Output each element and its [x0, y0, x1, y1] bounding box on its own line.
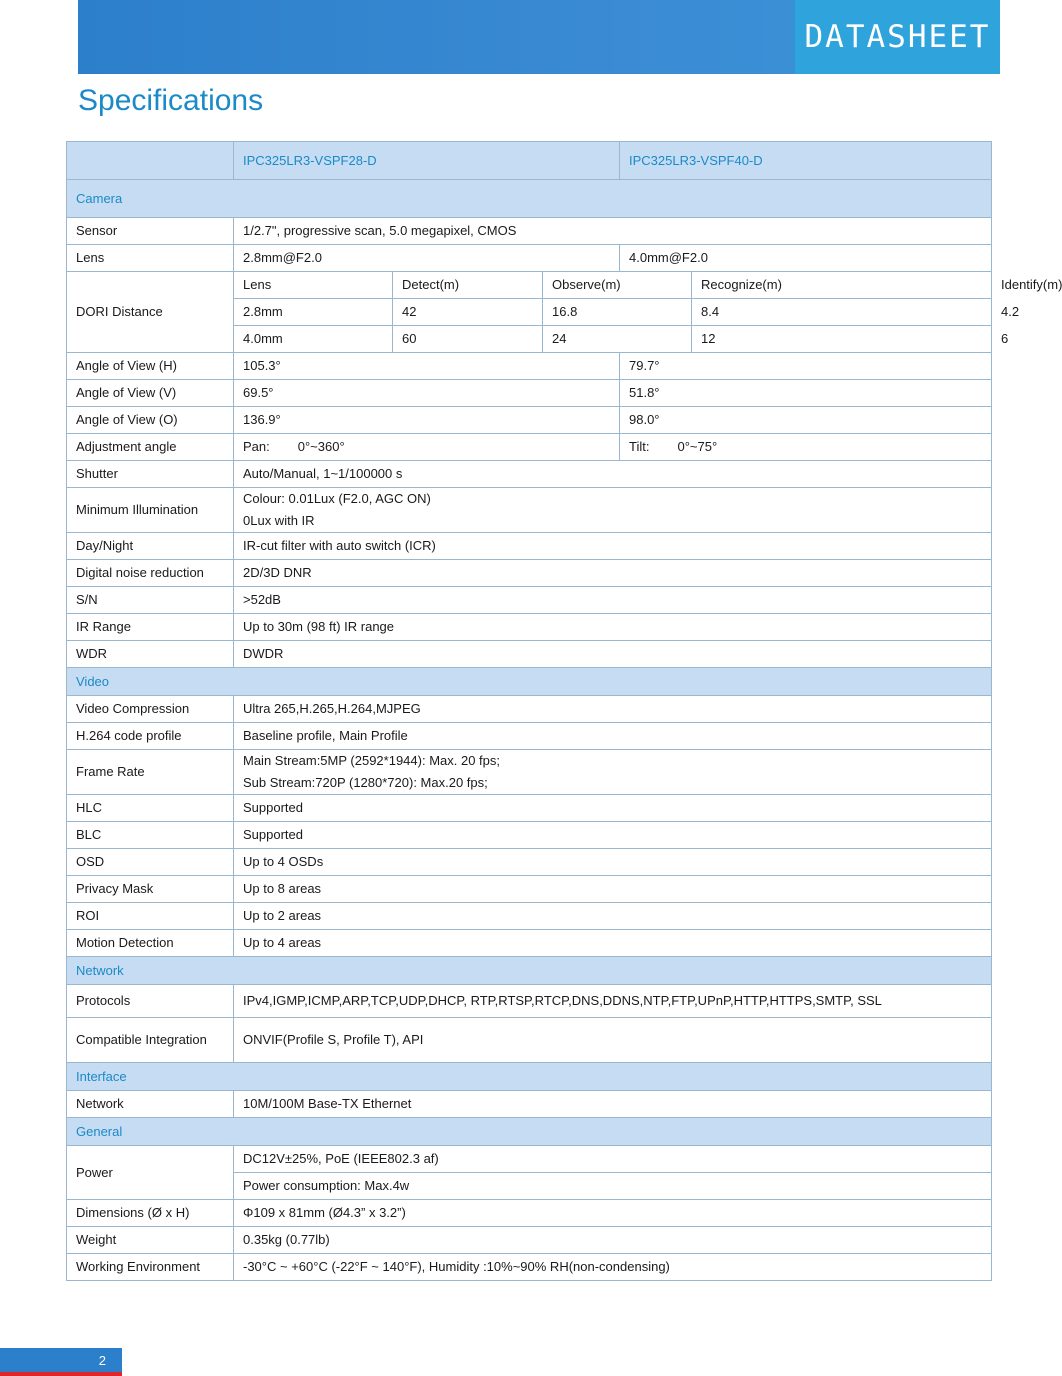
row-value: 98.0° [620, 407, 992, 434]
table-row [67, 930, 992, 957]
row-label: Angle of View (O) [67, 407, 234, 434]
section-general [67, 1118, 992, 1146]
table-row [67, 560, 992, 587]
row-label: Day/Night [67, 533, 234, 560]
dori-header-cell: Recognize(m) [692, 272, 992, 299]
row-label: Adjustment angle [67, 434, 234, 461]
table-row [67, 587, 992, 614]
row-label: Digital noise reduction [67, 560, 234, 587]
section-title: General [67, 1118, 992, 1146]
row-label: Angle of View (V) [67, 380, 234, 407]
dori-header-cell: Detect(m) [393, 272, 543, 299]
row-label: Minimum Illumination [67, 488, 234, 533]
tilt-cell [620, 434, 992, 461]
table-row [67, 822, 992, 849]
table-row [67, 876, 992, 903]
pan-label: Pan: [243, 439, 270, 454]
row-label: Frame Rate [67, 750, 234, 795]
row-value [234, 750, 992, 795]
row-value: 1/2.7", progressive scan, 5.0 megapixel, CMOS [234, 218, 992, 245]
row-label: Network [67, 1091, 234, 1118]
dori-cell: 2.8mm [234, 299, 393, 326]
row-label: Lens [67, 245, 234, 272]
table-row [67, 985, 992, 1018]
header-empty-cell [67, 142, 234, 180]
table-header-row [67, 142, 992, 180]
table-row [67, 461, 992, 488]
row-value: Baseline profile, Main Profile [234, 723, 992, 750]
row-label: S/N [67, 587, 234, 614]
row-value: 4.0mm@F2.0 [620, 245, 992, 272]
row-value: Up to 30m (98 ft) IR range [234, 614, 992, 641]
row-label: DORI Distance [67, 272, 234, 353]
section-camera [67, 180, 992, 218]
row-value: Up to 4 areas [234, 930, 992, 957]
section-title: Video [67, 668, 992, 696]
tilt-value: 0°~75° [677, 439, 718, 454]
row-label: Sensor [67, 218, 234, 245]
row-label: Privacy Mask [67, 876, 234, 903]
row-label: Shutter [67, 461, 234, 488]
row-label: Compatible Integration [67, 1018, 234, 1063]
model-2-header: IPC325LR3-VSPF40-D [620, 142, 992, 180]
table-row [67, 641, 992, 668]
page-title: Specifications [78, 84, 264, 117]
row-value: ONVIF(Profile S, Profile T), API [234, 1018, 992, 1063]
row-value: 136.9° [234, 407, 620, 434]
row-label: OSD [67, 849, 234, 876]
row-value: Up to 8 areas [234, 876, 992, 903]
table-row [67, 614, 992, 641]
table-row [67, 795, 992, 822]
row-value: -30°C ~ +60°C (-22°F ~ 140°F), Humidity :10%~90% RH(non-condensing) [234, 1254, 992, 1281]
row-label: HLC [67, 795, 234, 822]
section-network [67, 957, 992, 985]
dori-header-cell: Lens [234, 272, 393, 299]
model-1-header: IPC325LR3-VSPF28-D [234, 142, 620, 180]
dori-cell: 24 [543, 326, 692, 353]
table-row [67, 245, 992, 272]
row-label: WDR [67, 641, 234, 668]
row-label: Working Environment [67, 1254, 234, 1281]
value-line: Main Stream:5MP (2592*1944): Max. 20 fps; [243, 753, 500, 768]
dori-header-cell: Observe(m) [543, 272, 692, 299]
table-row [67, 849, 992, 876]
row-value: 10M/100M Base-TX Ethernet [234, 1091, 992, 1118]
section-title: Network [67, 957, 992, 985]
table-row [67, 723, 992, 750]
table-row [67, 434, 992, 461]
row-label: Weight [67, 1227, 234, 1254]
row-value [234, 488, 992, 533]
dori-row: 4.0mm 60 24 12 6 [67, 326, 992, 353]
row-label: Power [67, 1146, 234, 1200]
pan-value: 0°~360° [297, 439, 345, 454]
dori-cell: 42 [393, 299, 543, 326]
row-value: 2D/3D DNR [234, 560, 992, 587]
row-value: DC12V±25%, PoE (IEEE802.3 af) [234, 1146, 992, 1173]
row-value: 2.8mm@F2.0 [234, 245, 620, 272]
table-row [67, 750, 992, 795]
table-row [67, 407, 992, 434]
value-line: Sub Stream:720P (1280*720): Max.20 fps; [243, 775, 488, 790]
row-value: IR-cut filter with auto switch (ICR) [234, 533, 992, 560]
dori-cell: 60 [393, 326, 543, 353]
row-value: IPv4,IGMP,ICMP,ARP,TCP,UDP,DHCP, RTP,RTSP,RTCP,DNS,DDNS,NTP,FTP,UPnP,HTTP,HTTPS,SMTP, SSL [234, 985, 992, 1018]
section-video [67, 668, 992, 696]
table-row [67, 1227, 992, 1254]
table-row [67, 1091, 992, 1118]
table-row [67, 488, 992, 533]
dori-cell: 16.8 [543, 299, 692, 326]
page-number: 2 [0, 1348, 122, 1372]
row-label: BLC [67, 822, 234, 849]
row-value: 79.7° [620, 353, 992, 380]
table-row [67, 696, 992, 723]
row-value: 0.35kg (0.77lb) [234, 1227, 992, 1254]
row-value: Up to 2 areas [234, 903, 992, 930]
section-title: Interface [67, 1063, 992, 1091]
row-value: Up to 4 OSDs [234, 849, 992, 876]
table-row [67, 903, 992, 930]
section-interface [67, 1063, 992, 1091]
row-label: Protocols [67, 985, 234, 1018]
table-row [67, 380, 992, 407]
dori-cell: 8.4 [692, 299, 992, 326]
row-value: Supported [234, 822, 992, 849]
row-label: H.264 code profile [67, 723, 234, 750]
footer-accent-bar [0, 1372, 122, 1376]
table-row [67, 218, 992, 245]
datasheet-tag: DATASHEET [795, 0, 1000, 74]
tilt-label: Tilt: [629, 439, 650, 454]
row-value: Ultra 265,H.265,H.264,MJPEG [234, 696, 992, 723]
dori-row: 2.8mm 42 16.8 8.4 4.2 [67, 299, 992, 326]
row-value: Φ109 x 81mm (Ø4.3” x 3.2”) [234, 1200, 992, 1227]
table-row [67, 1018, 992, 1063]
table-row [67, 353, 992, 380]
row-value: >52dB [234, 587, 992, 614]
value-line: 0Lux with IR [243, 513, 315, 528]
value-line: Colour: 0.01Lux (F2.0, AGC ON) [243, 491, 431, 506]
row-label: Angle of View (H) [67, 353, 234, 380]
row-label: Motion Detection [67, 930, 234, 957]
row-value: Auto/Manual, 1~1/100000 s [234, 461, 992, 488]
row-value: 51.8° [620, 380, 992, 407]
table-row [67, 533, 992, 560]
section-title: Camera [67, 180, 992, 218]
row-label: IR Range [67, 614, 234, 641]
table-row [67, 1254, 992, 1281]
dori-cell: 12 [692, 326, 992, 353]
dori-header-row: DORI Distance Lens Detect(m) Observe(m) Recognize(m) Identify(m) [67, 272, 992, 299]
row-value: DWDR [234, 641, 992, 668]
row-value: 105.3° [234, 353, 620, 380]
row-label: Video Compression [67, 696, 234, 723]
row-label: ROI [67, 903, 234, 930]
table-row [67, 1146, 992, 1173]
spec-table [66, 141, 1062, 1281]
table-row [67, 1200, 992, 1227]
row-value: 69.5° [234, 380, 620, 407]
row-value: Supported [234, 795, 992, 822]
pan-cell [234, 434, 620, 461]
dori-cell: 4.0mm [234, 326, 393, 353]
row-value: Power consumption: Max.4w [234, 1173, 992, 1200]
row-label: Dimensions (Ø x H) [67, 1200, 234, 1227]
